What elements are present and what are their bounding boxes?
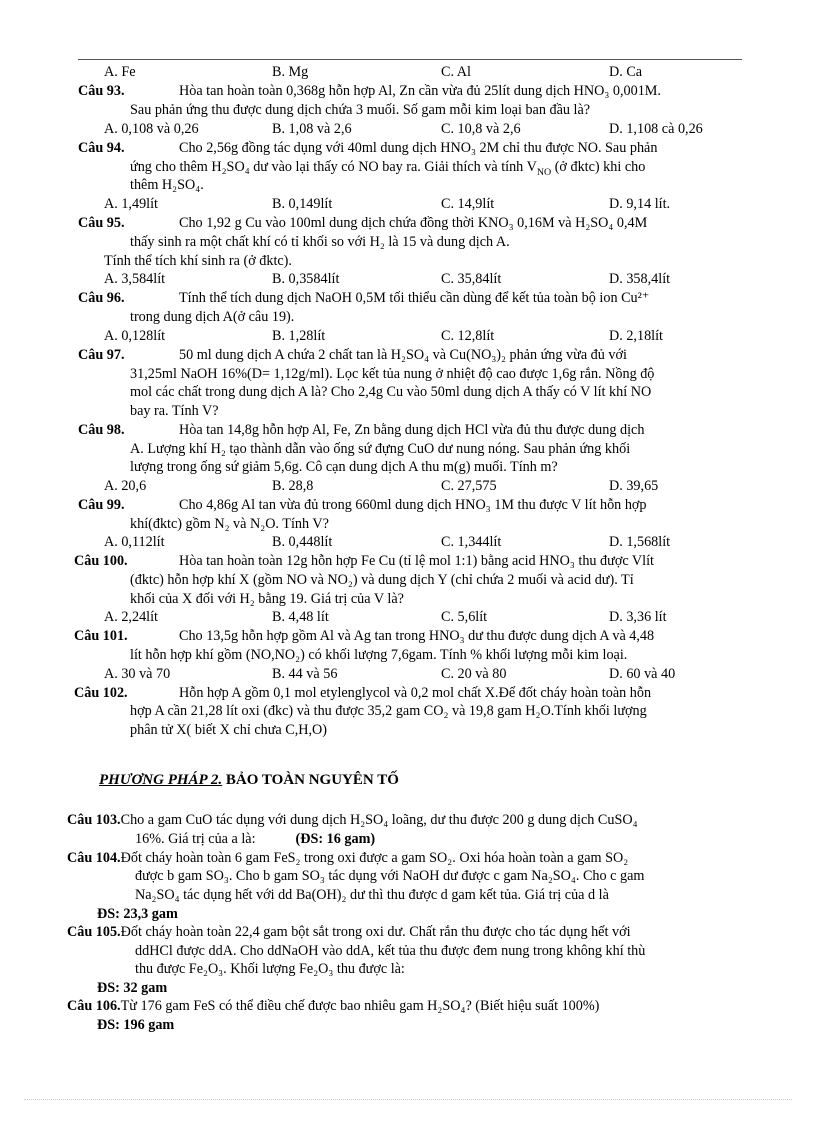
question-label: Câu 104. xyxy=(67,850,121,866)
option-b: B. 0,3584lít xyxy=(272,271,340,287)
question-text-line: lượng trong ống sứ giảm 5,6g. Cô cạn dung dịch A thu m(g) muối. Tính m? xyxy=(130,459,558,475)
answer: ĐS: 32 gam xyxy=(97,980,168,996)
option-a: A. 30 và 70 xyxy=(104,666,171,682)
question-text: Cho 4,86g Al tan vừa đủ trong 660ml dung dịch HNO₃ 1M thu được V lít hỗn hợp xyxy=(179,497,647,513)
section-heading xyxy=(99,772,399,789)
option-a: A. 1,49lít xyxy=(104,196,158,212)
option-d: D. 2,18lít xyxy=(609,328,663,344)
question-text-line: ddHCl được ddA. Cho ddNaOH vào ddA, kết tủa thu được đem nung trong không khí thù xyxy=(135,943,646,959)
option-d: D. 358,4lít xyxy=(609,271,671,287)
question-97 xyxy=(78,347,627,364)
question-label: Câu 94. xyxy=(78,140,125,156)
option-b: B. 1,28lít xyxy=(272,328,326,344)
top-option-d: D. Ca xyxy=(609,64,643,80)
question-text-line: Sau phản ứng thu được dung dịch chứa 3 muối. Số gam mỗi kim loại ban đầu là? xyxy=(130,102,591,118)
option-b: B. 28,8 xyxy=(272,478,314,494)
question-text: Hòa tan 14,8g hỗn hợp Al, Fe, Zn bằng dung dịch HCl vừa đủ thu được dung dịch xyxy=(179,422,645,438)
section-heading-italic: PHƯƠNG PHÁP 2. xyxy=(99,772,223,788)
option-c: C. 1,344lít xyxy=(441,534,502,550)
question-text: Từ 176 gam FeS có thể điều chế được bao nhiêu gam H₂SO₄? (Biết hiệu suất 100%) xyxy=(120,998,600,1014)
option-d: D. 1,108 cà 0,26 xyxy=(609,121,703,137)
question-text: Hòa tan hoàn toàn 0,368g hỗn hợp Al, Zn cần vừa đủ 25lít dung dịch HNO₃ 0,001M. xyxy=(179,83,661,99)
option-c: C. 14,9lít xyxy=(441,196,495,212)
question-106 xyxy=(67,998,599,1015)
question-text: Cho 2,56g đồng tác dụng với 40ml dung dịch HNO₃ 2M chỉ thu được NO. Sau phản xyxy=(179,140,658,156)
question-text-line: A. Lượng khí H₂ tạo thành dẫn vào ống sứ đựng CuO dư nung nóng. Sau phản ứng khối xyxy=(130,441,631,457)
question-text-line: (đktc) hỗn hợp khí X (gồm NO và NO₂) và dung dịch Y (chỉ chứa 2 muối và acid dư). Tỉ xyxy=(130,572,634,588)
question-text: Cho 13,5g hỗn hợp gồm Al và Ag tan trong HNO₃ dư thu được dung dịch A và 4,48 xyxy=(179,628,655,644)
question-text-line: Na₂SO₄ tác dụng hết với dd Ba(OH)₂ dư thì thu được d gam kết tủa. Giá trị của d là xyxy=(135,887,609,903)
question-text: 50 ml dung dịch A chứa 2 chất tan là H₂SO₄ và Cu(NO₃)₂ phản ứng vừa đủ với xyxy=(179,347,627,363)
question-102 xyxy=(74,685,651,702)
question-text: Cho a gam CuO tác dụng với dung dịch H₂SO₄ loãng, dư thu được 200 g dung dịch CuSO₄ xyxy=(120,812,638,828)
question-label: Câu 93. xyxy=(78,83,125,99)
question-text-line: lít hỗn hợp khí gồm (NO,NO₂) có khối lượng 7,6gam. Tính % khối lượng mỗi kim loại. xyxy=(130,647,628,663)
question-text-line: khối của X đối với H₂ bằng 19. Giá trị của V là? xyxy=(130,591,404,607)
section-heading-title: BẢO TOÀN NGUYÊN TỐ xyxy=(222,772,399,788)
option-a: A. 0,128lít xyxy=(104,328,166,344)
question-text: Đốt cháy hoàn toàn 22,4 gam bột sắt trong oxi dư. Chất rắn thu được cho tác dụng hết với xyxy=(120,924,631,940)
question-label: Câu 105. xyxy=(67,924,121,940)
question-94 xyxy=(78,140,657,157)
option-c: C. 12,8lít xyxy=(441,328,495,344)
question-text: Hòa tan hoàn toàn 12g hỗn hợp Fe Cu (tỉ lệ mol 1:1) bằng acid HNO₃ thu được Vlít xyxy=(179,553,655,569)
top-option-b: B. Mg xyxy=(272,64,309,80)
answer: ĐS: 196 gam xyxy=(97,1017,175,1033)
option-c: C. 5,6lít xyxy=(441,609,488,625)
question-text-line: ứng cho thêm H₂SO₄ dư vào lại thấy có NO bay ra. Giải thích và tính $V_{NO}$ (ở đktc) khi cho xyxy=(130,159,646,178)
question-text-line: bay ra. Tính V? xyxy=(130,403,219,419)
question-98 xyxy=(78,422,644,439)
option-b: B. 0,448lít xyxy=(272,534,333,550)
option-a: A. 2,24lít xyxy=(104,609,158,625)
option-d: D. 60 và 40 xyxy=(609,666,676,682)
option-c: C. 20 và 80 xyxy=(441,666,507,682)
question-label: Câu 102. xyxy=(74,685,128,701)
question-105 xyxy=(67,924,631,941)
option-c: C. 27,575 xyxy=(441,478,497,494)
option-a: A. 20,6 xyxy=(104,478,147,494)
question-text-line: phân tử X( biết X chỉ chưa C,H,O) xyxy=(130,722,328,738)
answer: ĐS: 23,3 gam xyxy=(97,906,178,922)
question-text-line: 31,25ml NaOH 16%(D= 1,12g/ml). Lọc kết tủa nung ở nhiệt độ cao được 1,6g rắn. Nồng độ xyxy=(130,366,655,382)
question-label: Câu 103. xyxy=(67,812,121,828)
question-text-line: Tính thể tích khí sinh ra (ở đktc). xyxy=(104,253,292,269)
question-text-line: khí(đktc) gồm N₂ và N₂O. Tính V? xyxy=(130,516,329,532)
question-text: Cho 1,92 g Cu vào 100ml dung dịch chứa đồng thời KNO₃ 0,16M và H₂SO₄ 0,4M xyxy=(179,215,648,231)
question-text: Hỗn hợp A gồm 0,1 mol etylenglycol và 0,2 mol chất X.Để đốt cháy hoàn toàn hỗn xyxy=(179,685,652,701)
question-text-line: trong dung dịch A(ở câu 19). xyxy=(130,309,295,325)
question-103 xyxy=(67,812,638,829)
question-96 xyxy=(78,290,649,307)
question-text-line: hợp A cần 21,28 lít oxi (đkc) và thu được 35,2 gam CO₂ và 19,8 gam H₂O.Tính khối lượng xyxy=(130,703,647,719)
question-text-line: mol các chất trong dung dịch A là? Cho 2,4g Cu vào 50ml dung dịch A thấy có V lít khí NO xyxy=(130,384,652,400)
question-label: Câu 106. xyxy=(67,998,121,1014)
question-text: Tính thể tích dung dịch NaOH 0,5M tối thiểu cần dùng để kết tủa toàn bộ ion Cu²⁺ xyxy=(179,290,650,306)
question-label: Câu 96. xyxy=(78,290,125,306)
question-text-line: 16%. Giá trị của a là: (ĐS: 16 gam) xyxy=(135,831,376,847)
question-label: Câu 95. xyxy=(78,215,125,231)
question-100 xyxy=(74,553,654,570)
option-b: B. 4,48 lít xyxy=(272,609,329,625)
option-c: C. 35,84lít xyxy=(441,271,502,287)
top-option-c: C. Al xyxy=(441,64,471,80)
option-b: B. 1,08 và 2,6 xyxy=(272,121,352,137)
question-93 xyxy=(78,83,661,100)
question-95 xyxy=(78,215,647,232)
option-d: D. 9,14 lít. xyxy=(609,196,671,212)
option-b: B. 44 và 56 xyxy=(272,666,338,682)
answer-inline: (ĐS: 16 gam) xyxy=(295,831,376,847)
option-a: A. 3,584lít xyxy=(104,271,166,287)
option-d: D. 39,65 xyxy=(609,478,659,494)
question-label: Câu 99. xyxy=(78,497,125,513)
question-99 xyxy=(78,497,647,514)
option-b: B. 0,149lít xyxy=(272,196,333,212)
bottom-rule xyxy=(24,1099,792,1100)
question-101 xyxy=(74,628,654,645)
question-104 xyxy=(67,850,628,867)
question-text-line: thu được Fe₂O₃. Khối lượng Fe₂O₃ thu được là: xyxy=(135,961,405,977)
question-label: Câu 100. xyxy=(74,553,128,569)
question-text-line: thấy sinh ra một chất khí có tỉ khối so với H₂ là 15 và dung dịch A. xyxy=(130,234,510,250)
option-d: D. 1,568lít xyxy=(609,534,671,550)
question-text-line: được b gam SO₃. Cho b gam SO₃ tác dụng với NaOH dư được c gam Na₂SO₄. Cho c gam xyxy=(135,868,645,884)
option-c: C. 10,8 và 2,6 xyxy=(441,121,521,137)
question-label: Câu 97. xyxy=(78,347,125,363)
option-d: D. 3,36 lít xyxy=(609,609,667,625)
option-a: A. 0,112lít xyxy=(104,534,165,550)
top-option-a: A. Fe xyxy=(104,64,136,80)
question-text-line: thêm H₂SO₄. xyxy=(130,177,204,193)
top-rule xyxy=(78,59,742,60)
option-a: A. 0,108 và 0,26 xyxy=(104,121,199,137)
question-label: Câu 101. xyxy=(74,628,128,644)
question-label: Câu 98. xyxy=(78,422,125,438)
question-text: Đốt cháy hoàn toàn 6 gam FeS₂ trong oxi được a gam SO₂. Oxi hóa hoàn toàn a gam SO₂ xyxy=(120,850,629,866)
